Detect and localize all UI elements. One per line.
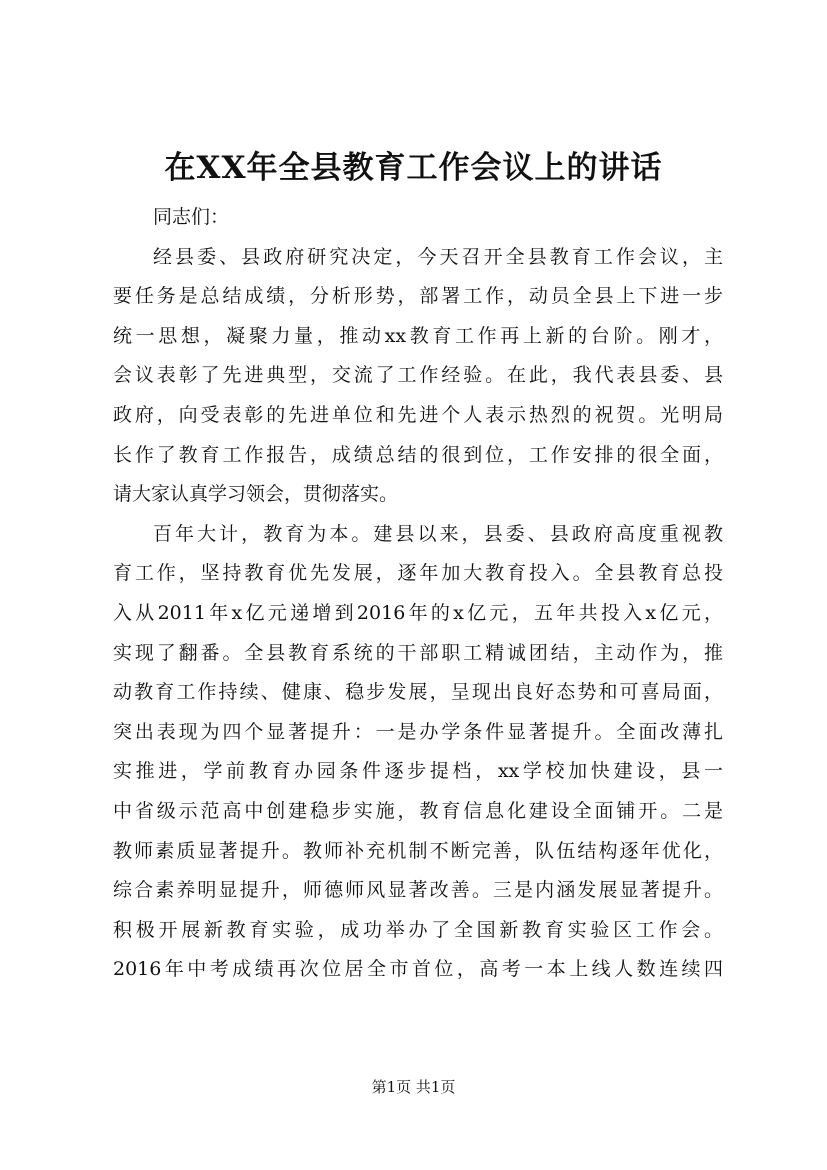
- paragraph-1-line-7: 请大家认真学习领会，贯彻落实。: [113, 483, 399, 506]
- paragraph-2-line-6: 突出表现为四个显著提升：一是办学条件显著提升。全面改薄扎: [113, 720, 723, 743]
- document-title: 在XX年全县教育工作会议上的讲话: [164, 150, 663, 186]
- paragraph-2-line-10: 综合素养明显提升，师德师风显著改善。三是内涵发展显著提升。: [113, 879, 723, 902]
- paragraph-2-line-9: 教师素质显著提升。教师补充机制不断完善，队伍结构逐年优化，: [113, 839, 723, 862]
- paragraph-2-line-11: 积极开展新教育实验，成功举办了全国新教育实验区工作会。: [113, 918, 723, 941]
- paragraph-2-line-1: 百年大计，教育为本。建县以来，县委、县政府高度重视教: [153, 522, 723, 545]
- document-body: [113, 198, 723, 990]
- paragraph-2-line-3: 入从2011年x亿元递增到2016年的x亿元，五年共投入x亿元，: [113, 601, 723, 624]
- paragraph-2-line-8: 中省级示范高中创建稳步实施，教育信息化建设全面铺开。二是: [113, 799, 723, 822]
- paragraph-2-line-12: 2016年中考成绩再次位居全市首位，高考一本上线人数连续四: [113, 958, 723, 981]
- paragraph-2-line-5: 动教育工作持续、健康、稳步发展，呈现出良好态势和可喜局面，: [113, 681, 723, 704]
- paragraph-2-line-4: 实现了翻番。全县教育系统的干部职工精诚团结，主动作为，推: [113, 641, 723, 664]
- paragraph-2-line-2: 育工作，坚持教育优先发展，逐年加大教育投入。全县教育总投: [113, 562, 723, 585]
- salutation: 同志们：: [153, 206, 230, 228]
- paragraph-2-line-7: 实推进，学前教育办园条件逐步提档，xx学校加快建设，县一: [113, 760, 723, 783]
- paragraph-1-line-3: 统一思想，凝聚力量，推动xx教育工作再上新的台阶。刚才，: [113, 324, 723, 347]
- paragraph-1-line-4: 会议表彰了先进典型，交流了工作经验。在此，我代表县委、县: [113, 364, 723, 387]
- paragraph-1-line-6: 长作了教育工作报告，成绩总结的很到位，工作安排的很全面，: [113, 443, 723, 466]
- page-number-footer: 第1页 共1页: [371, 1078, 456, 1096]
- paragraph-1-line-5: 政府，向受表彰的先进单位和先进个人表示热烈的祝贺。光明局: [113, 403, 723, 426]
- paragraph-1-line-2: 要任务是总结成绩，分析形势，部署工作，动员全县上下进一步: [113, 285, 723, 308]
- paragraph-1-line-1: 经县委、县政府研究决定，今天召开全县教育工作会议，主: [153, 245, 723, 268]
